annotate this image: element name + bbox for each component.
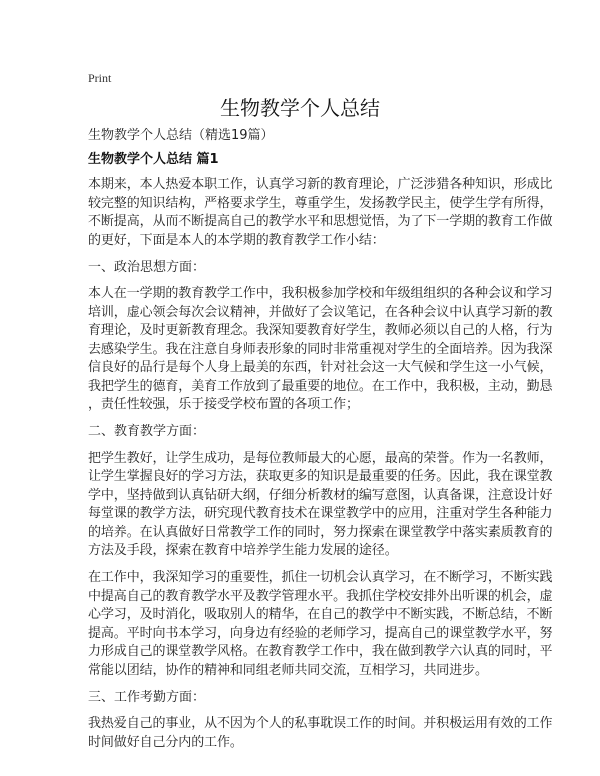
paragraph-line: 心学习，及时消化，吸取别人的精华，在自己的教学中不断实践，不断总结，不断 — [88, 607, 553, 622]
paragraph-line: 把学生教好，让学生成功，是每位教师最大的心愿，最高的荣誉。作为一名教师， — [88, 450, 553, 466]
paragraph-line: 让学生掌握良好的学习方法，获取更多的知识是最重要的任务。因此，我在课堂教 — [88, 469, 553, 484]
paragraph — [88, 715, 553, 752]
paragraph-line: 信良好的品行是每个人身上最美的东西，针对社会这一大气候和学生这一小气候， — [88, 360, 553, 375]
paragraph-line: 育理论，及时更新教育理念。我深知要教育好学生，教师必须以自己的人格，行为 — [88, 323, 553, 338]
document-title: 生物教学个人总结 — [220, 96, 380, 120]
paragraph-line: 培训，虚心领会每次会议精神，并做好了会议笔记，在各种会议中认真学习新的教 — [88, 304, 553, 320]
document-body — [88, 176, 553, 752]
document-subtitle: 生物教学个人总结（精选19篇） — [88, 128, 274, 143]
paragraph-line: 提高。平时向书本学习，向身边有经验的老师学习，提高自己的课堂教学水平，努 — [88, 625, 553, 641]
document-page — [88, 69, 553, 761]
paragraph-line: 我把学生的德育，美育工作放到了最重要的地位。在工作中，我积极，主动，勤恳 — [88, 378, 553, 394]
paragraph-line: 力形成自己的课堂教学风格。在教育教学工作中，我在做到教学六认真的同时，平 — [88, 644, 553, 659]
paragraph-line: 在工作中，我深知学习的重要性，抓住一切机会认真学习，在不断学习，不断实践 — [88, 570, 553, 585]
paragraph-line: 方法及手段，探索在教育中培养学生能力发展的途径。 — [88, 543, 398, 558]
paragraph — [88, 569, 553, 680]
paragraph-line: 时间做好自己分内的工作。 — [88, 734, 243, 750]
subsection-heading: 三、工作考勤方面： — [88, 689, 206, 705]
paragraph — [88, 450, 553, 561]
paragraph-line: 本期来，本人热爱本职工作，认真学习新的教育理论，广泛涉猎各种知识，形成比 — [88, 177, 553, 192]
paragraph-line: 学中，坚持做到认真钻研大纲，仔细分析教材的编写意图，认真备课，注意设计好 — [88, 487, 553, 503]
paragraph-line: 的培养。在认真做好日常教学工作的同时，努力探索在课堂教学中落实素质教育的 — [88, 524, 553, 540]
subsection-heading: 二、教育教学方面： — [88, 424, 206, 439]
paragraph-line: 我热爱自己的事业，从不因为个人的私事耽误工作的时间。并积极运用有效的工作 — [88, 716, 553, 731]
paragraph — [88, 176, 553, 250]
paragraph-line: 去感染学生。我在注意自身师表形象的同时非常重视对学生的全面培养。因为我深 — [88, 341, 553, 357]
paragraph-line: 的更好，下面是本人的本学期的教育教学工作小结： — [88, 232, 385, 248]
paragraph — [88, 285, 553, 415]
section-heading: 生物教学个人总结 篇1 — [88, 152, 219, 167]
paragraph-line: 中提高自己的教育教学水平及教学管理水平。我抓住学校安排外出听课的机会，虚 — [88, 588, 553, 604]
paragraph-line: 不断提高，从而不断提高自己的教学水平和思想觉悟，为了下一学期的教育工作做 — [88, 214, 553, 229]
paragraph-line: ，责任性较强，乐于接受学校布置的各项工作； — [88, 397, 359, 412]
paragraph-line: 每堂课的教学方法，研究现代教育技术在课堂教学中的应用，注重对学生各种能力 — [88, 506, 553, 521]
paragraph-line: 本人在一学期的教育教学工作中，我积极参加学校和年级组组织的各种会议和学习 — [88, 286, 553, 301]
paragraph-line: 较完整的知识结构，严格要求学生，尊重学生，发扬教学民主，使学生学有所得， — [88, 195, 553, 211]
print-link[interactable]: Print — [88, 71, 112, 85]
subsection-heading: 一、政治思想方面： — [88, 259, 206, 275]
paragraph-line: 常能以团结，协作的精神和同组老师共同交流，互相学习，共同进步。 — [88, 662, 488, 678]
